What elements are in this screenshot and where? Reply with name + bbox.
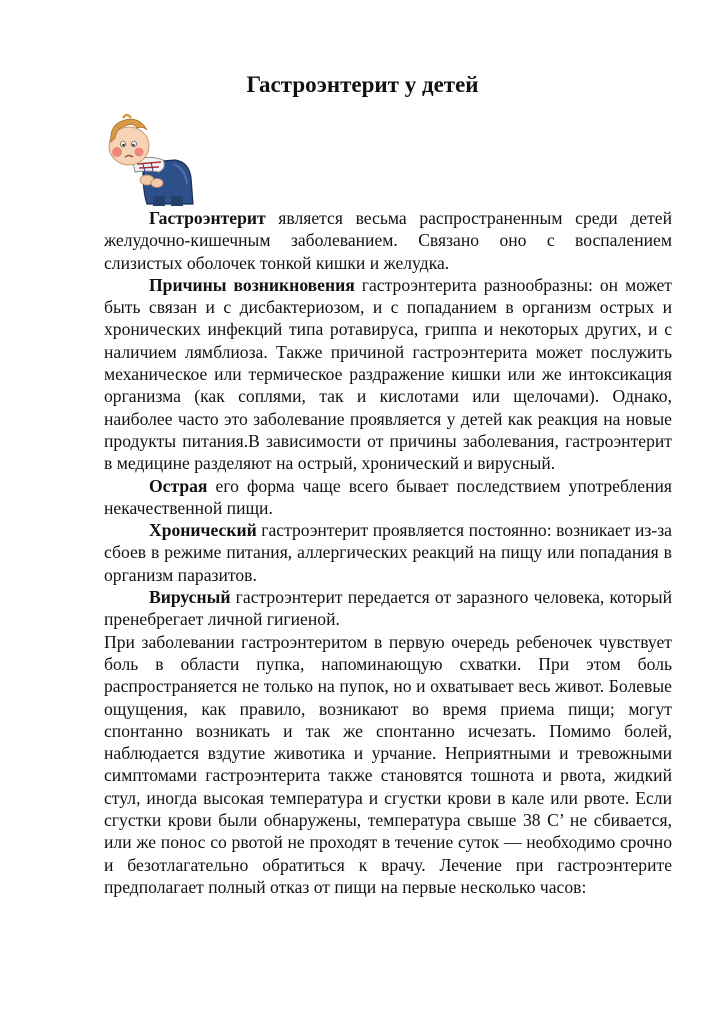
term-viral: Вирусный <box>149 587 231 608</box>
paragraph-causes <box>104 274 672 475</box>
paragraph-text: его форма чаще всего бывает последствием употребления некачественной пищи. <box>104 475 672 518</box>
term-chronic: Хронический <box>149 520 257 541</box>
term-gastroenteritis: Гастроэнтерит <box>149 208 266 228</box>
paragraph-chronic <box>104 519 672 586</box>
paragraph-text: гастроэнтерита разнообразны: он может быть связан и с дисбактериозом, и с попаданием в организм острых и хронических инфекций типа ротавируса, гриппа и некоторых других, и с наличием лямблиоза. Также причиной гастроэнтерита может послужить механическое или термическое раздражение кишки или же интоксикация организма (как соплями, так и кислотами или щелочами). Однако, наиболее часто это заболевание проявляется у детей как реакция на новые продукты питания.В зависимости от причины заболевания, гастроэнтерит в медицине разделяют на острый, хронический и вирусный. <box>104 274 672 474</box>
term-causes: Причины возникновения <box>149 274 355 295</box>
paragraph-definition <box>104 207 672 274</box>
paragraph-viral <box>104 586 672 631</box>
term-acute: Острая <box>149 475 208 496</box>
paragraph-text: гастроэнтерит проявляется постоянно: возникает из-за сбоев в режиме питания, аллергических реакций на пищу или попадания в организм паразитов. <box>104 520 672 585</box>
paragraph-text: гастроэнтерит передается от заразного человека, который пренебрегает личной гигиеной. <box>104 587 672 630</box>
illustration-svg <box>103 112 198 207</box>
page-title: Гастроэнтерит у детей <box>246 72 479 97</box>
paragraph-symptoms: При заболевании гастроэнтеритом в первую очередь ребеночек чувствует боль в области пупка, напоминающую схватки. При этом боль распространяется не только на пупок, но и охватывает весь живот. Болевые ощущения, как правило, возникают во время приема пищи; могут спонтанно возникать и так же спонтанно исчезать. Помимо болей, наблюдается вздутие животика и урчание. Неприятными и тревожными симптомами гастроэнтерита также становятся тошнота и рвота, жидкий стул, иногда высокая температура и сгустки крови в кале или рвоте. Если сгустки крови были обнаружены, температура свыше 38 С’ не сбивается, или же понос со рвотой не проходят в течение суток — необходимо срочно и безотлагательно обратиться к врачу. Лечение при гастроэнтерите предполагает полный отказ от пищи на первые несколько часов: <box>104 631 672 897</box>
child-holding-belly-illustration <box>103 112 198 207</box>
paragraph-text: является весьма распространенным среди детей желудочно-кишечным заболеванием. Связано оно с воспалением слизистых оболочек тонкой кишки и желудка. <box>104 208 672 273</box>
article-body <box>104 207 672 898</box>
paragraph-acute <box>104 475 672 520</box>
